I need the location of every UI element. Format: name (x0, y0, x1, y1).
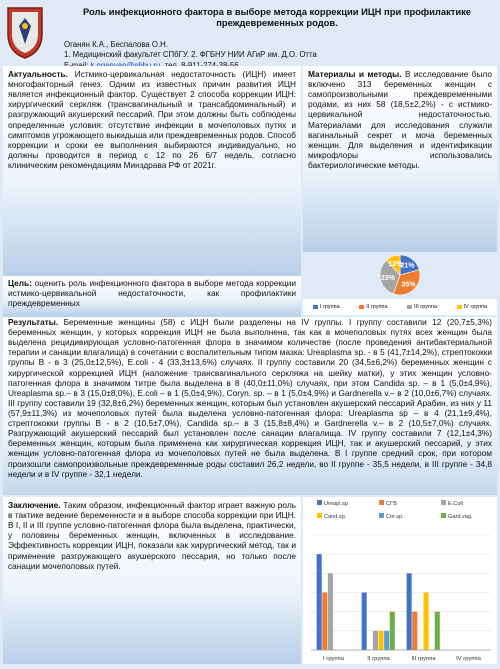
legend-swatch (457, 305, 462, 309)
bar-3-4 (424, 593, 429, 651)
pie-label-4: 12% (388, 260, 403, 268)
bar-2-1 (362, 593, 367, 651)
goal-text: оценить роль инфекционного фактора в выборе метода коррекции истмико-цервикальной недостаточности, как профилактики преждевременных (8, 278, 296, 309)
relevance-section (3, 66, 301, 276)
pie-label-1: 21% (400, 262, 415, 270)
bar-legend-label-6: Gard.vag. (448, 514, 473, 520)
legend-label: II группа (366, 304, 388, 310)
legend-label: I группа (319, 304, 340, 310)
results-text: Беременные женщины (58) с ИЦН были разделены на IV группы. I группу составили 12 (20,7±5,3%) беременных женщин, у которых коррекция ИЦН не была выполнена, так как в мочеполовых путях всех женщин была выделена рецидивирующая условно-патогенная флора в значимом количестве (после проведения антибактериальной терапии и санации влагалища) в сочетании с воспалительным типом мазка: Ureaplasma sp. - в 5 (41,7±14,2%), стрептококки группы В - в 3 (25,0±12,5%), E.coli - 4 (33,3±13,6%) случаях. II группу составили 20 (34,5±6,2%) беременных женщин с хирургической коррекцией ИЦН (наложение трансвагинального серкляжа на шейку матки), у этих женщин условно-патогенная флора в значимом титре была выделена в 8 (40,0±11,0%) случаях, при этом Candida sp. – в 1 (5,0±4,9%), Ureaplasma sp.– в 3 (15,0±8,0%), E.coli – в 1 (5,0±4,9%), Coryn. sp. – в 1 (5,0±4,9%) и Gardnerella v.– в 2 (10,0±6,7%) случаях. III группу составили 19 (32,8±6,2%) беременных женщин, которым был установлен акушерский пессарий Арабин, из них у 11 (57,9±11,3%) из мочеполовых путей была выделена условно-патогенная флора: Ureaplasma sp – в 4 (21,1±9,4%), стрептококки группы В - в 2 (10,5±7,0%), Candida sp.– в 3 (15,8±8,4%) и Gardnerella v.– в 2 (10,5±7,0%) случаях. Разгружающий акушерский пессарий был установлен после санации влагалища. IV группу составили 7 (12,1±4,3%) беременных женщин, которым была применена как хирургическая коррекция ИЦН, так и акушерский пессарий, у этих женщин условно-патогенная флора из мочеполовых путей не была выделена. В I группе средний срок, при котором произошли самопроизвольные преждевременные роды составил 26,2 недели, во II группе - 35,5 недели, в III группе - 34,8 недели и в IV группе - 32,1 недели. (8, 317, 492, 479)
bar-chart-svg (303, 497, 497, 664)
bar-legend-swatch-4 (317, 513, 322, 518)
bar-legend-label-5: Cor.sp. (386, 514, 404, 520)
bar-3-1 (407, 573, 412, 650)
pathogen-bar-chart (303, 497, 497, 664)
bar-3-2 (412, 612, 417, 650)
pie-label-2: 35% (401, 281, 416, 289)
relevance-paragraph (3, 66, 301, 170)
pie-legend-item (407, 304, 437, 310)
bar-3-6 (435, 612, 440, 650)
relevance-text: Истмико-цервикальная недостаточность (ИЦН) имеет многофакторный генез. Одним из известных причин развития ИЦН является инфекционный фактор. Существует 2 способа коррекции ИЦН: хирургический серкляж (трансвагинальный и трансабдоминальный) и разгружающий акушерский пессарий. При этом должны быть соблюдены определенные условия: отсутствие инфекции в мочеполовых путях и симптомов угрожающего выкидыша или преждевременных родов. Способ коррекции и сроки ее выполнения выбираются индивидуально, но должны проводится в период с 12 по 26 6/7 недель, согласно клиническим рекомендациям Минздрава РФ от 2021г. (8, 69, 297, 170)
bar-legend-swatch-5 (379, 513, 384, 518)
goal-section (3, 276, 301, 317)
legend-swatch (359, 305, 364, 309)
methods-section (303, 66, 497, 252)
conclusion-heading: Заключение. (8, 500, 61, 510)
bar-1-1 (317, 554, 322, 650)
pie-legend-item (457, 304, 488, 310)
results-section (3, 317, 497, 495)
category-label-4: IV группа (456, 656, 481, 662)
category-label-1: I группа (323, 656, 344, 662)
legend-swatch (407, 305, 412, 309)
results-paragraph (3, 317, 497, 479)
category-label-3: III группа (411, 656, 436, 662)
pie-legend (303, 299, 497, 315)
bar-2-4 (379, 631, 384, 650)
conclusion-paragraph (3, 497, 301, 574)
pie-label-3: 33% (380, 274, 395, 282)
conclusion-section (3, 497, 301, 664)
author-names: Оганян К.А., Беспалова О.Н. (64, 40, 168, 49)
conclusion-text: Таким образом, инфекционный фактор играет важную роль в тактике ведение беременности и в выборе способа коррекции при ИЦН. В I, II и III группе условно-патогенная флора была выделена, практически, у половины беременных женщин, включенных в исследование. Эффективность коррекции ИЦН, показали как хирургический метод, так и применение разгружающего акушерского пессария, но только после санации мочеполовых путей. (8, 500, 296, 571)
bar-1-2 (322, 593, 327, 651)
pie-legend-item (313, 304, 340, 310)
bar-2-6 (390, 612, 395, 650)
bar-1-3 (328, 573, 333, 650)
affiliation: 1. Медицинский факультет СПбГУ. 2. ФГБНУ НИИ АГиР им. Д.О. Отта (64, 50, 317, 60)
poster-title: Роль инфекционного фактора в выборе метода коррекции ИЦН при профилактике преждевременных родов. (82, 6, 472, 29)
goal-paragraph (3, 276, 301, 310)
bar-legend-swatch-1 (317, 500, 322, 505)
pie-chart-svg (303, 252, 497, 299)
bar-legend-label-4: Cand.sp. (324, 514, 347, 520)
bar-legend-swatch-3 (441, 500, 446, 505)
goal-heading: Цель: (8, 278, 32, 288)
relevance-heading: Актуальность. (8, 69, 68, 79)
legend-label: III группа (414, 304, 438, 310)
bar-legend-swatch-6 (441, 513, 446, 518)
methods-paragraph (303, 66, 497, 170)
bar-legend-label-3: E.Coli (448, 501, 463, 507)
legend-label: IV группа (463, 304, 488, 310)
bar-2-3 (373, 631, 378, 650)
legend-swatch (313, 305, 318, 309)
bar-legend-label-2: СГВ (386, 501, 397, 507)
methods-text: В исследование было включено 313 беременных женщин с самопроизвольными преждевременными родами, из них 58 (18,5±2,2%) - с истмико-цервикальной недостаточностью. Материалами для исследования служили вагинальный секрет и моча беременных женщин. Для выделения и идентификации микрофлоры использовались бактериологические методы. (308, 69, 492, 170)
methods-heading: Материалы и методы. (308, 69, 402, 79)
pie-legend-item (359, 304, 387, 310)
university-crest-logo (4, 4, 46, 60)
bar-legend-swatch-2 (379, 500, 384, 505)
bar-legend-label-1: Ureapl.sp (324, 501, 348, 507)
results-heading: Результаты. (8, 317, 59, 327)
bar-2-5 (384, 631, 389, 650)
category-label-2: II группа (367, 656, 390, 662)
